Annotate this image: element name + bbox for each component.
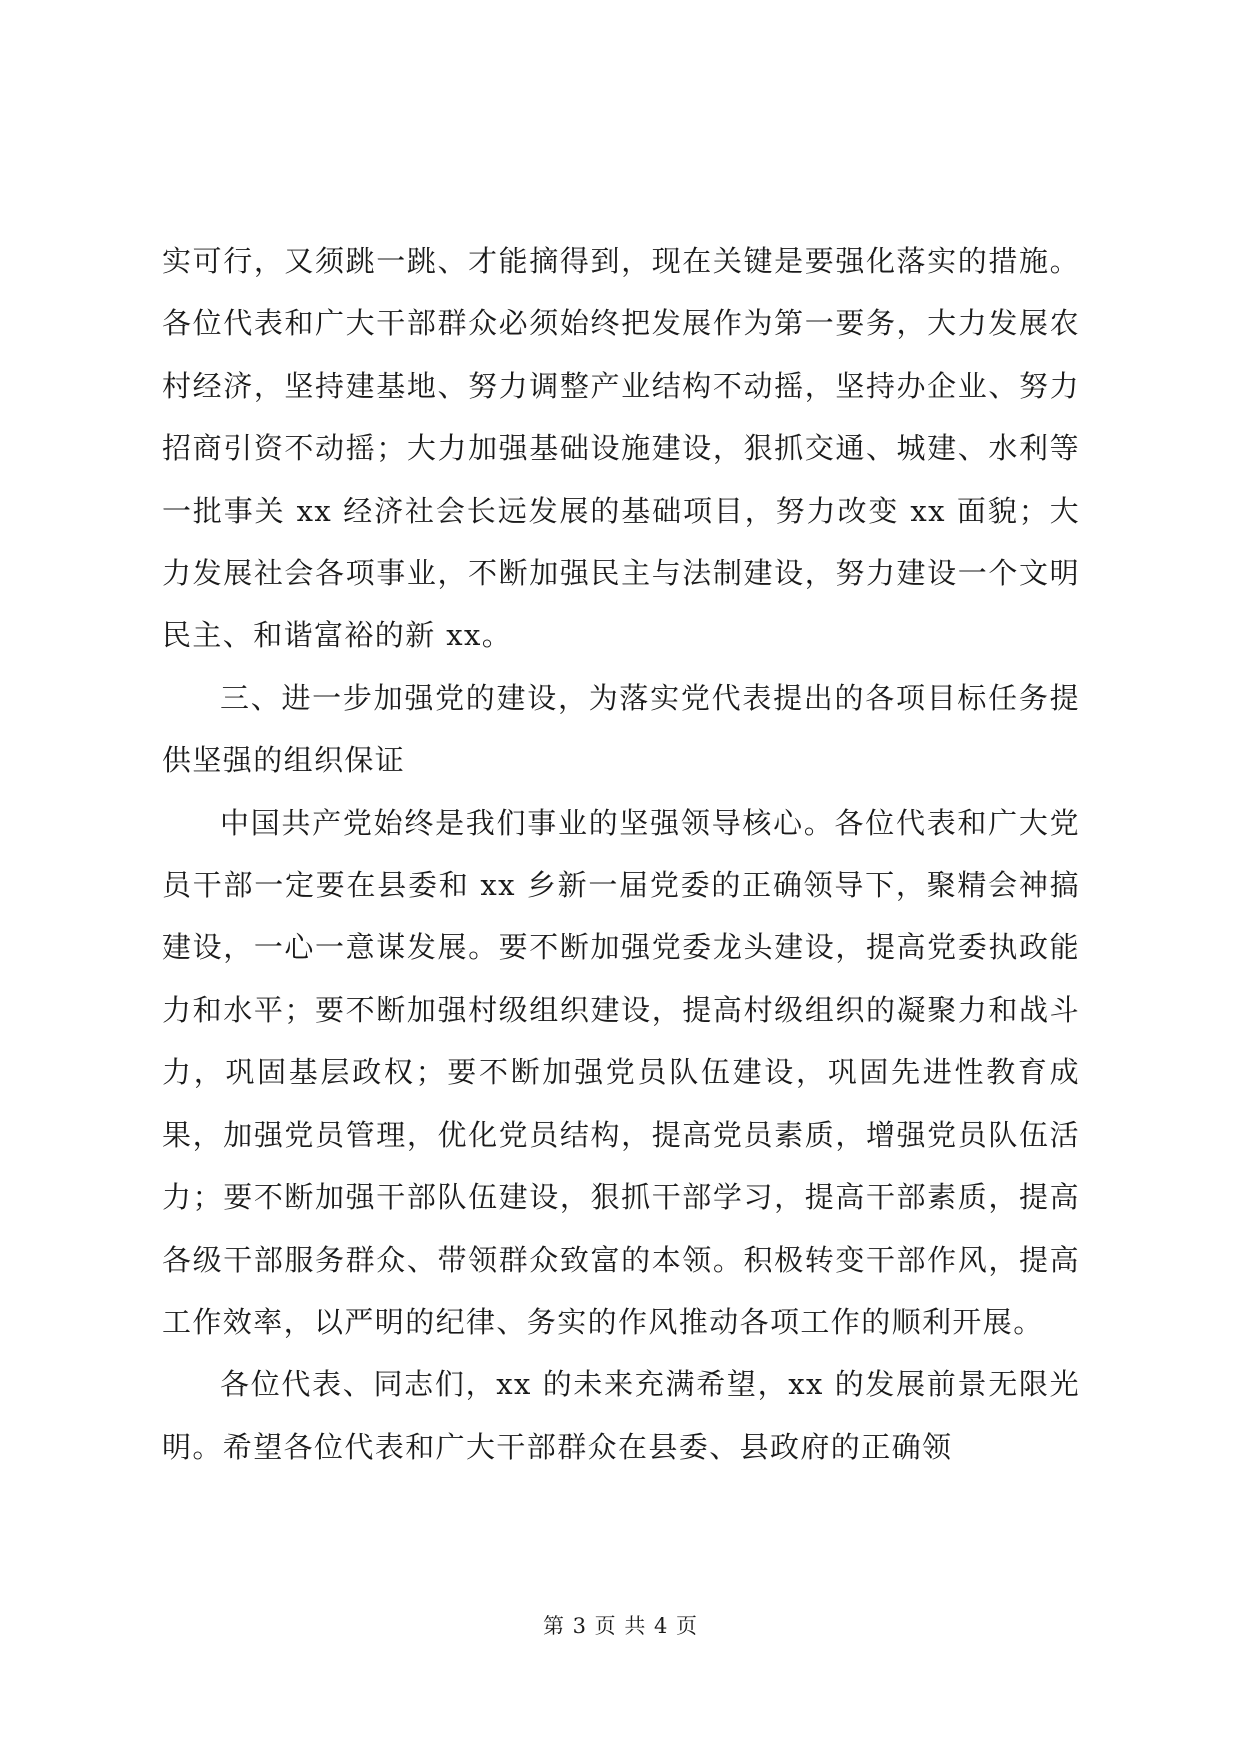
page-footer: 第 3 页 共 4 页 xyxy=(542,1614,699,1638)
section-heading: 三、进一步加强党的建设，为落实党代表提出的各项目标任务提供坚强的组织保证 xyxy=(162,680,1080,778)
paragraph-continuation: 实可行，又须跳一跳、才能摘得到，现在关键是要强化落实的措施。各位代表和广大干部群众必须始终把发展作为第一要务，大力发展农村经济，坚持建基地、努力调整产业结构不动摇，坚持办企业、努力招商引资不动摇；大力加强基础设施建设，狠抓交通、城建、水利等一批事关 xx 经济社会长远发展的基础项目，努力改变 xx 面貌；大力发展社会各项事业，不断加强民主与法制建设，努力建设一个文明民主、和谐富裕的新 xx。 xyxy=(162,244,1080,653)
paragraph: 各位代表、同志们，xx 的未来充满希望，xx 的发展前景无限光明。希望各位代表和广大干部群众在县委、县政府的正确领 xyxy=(162,1367,1080,1464)
document-body xyxy=(162,230,1080,1478)
paragraph: 中国共产党始终是我们事业的坚强领导核心。各位代表和广大党员干部一定要在县委和 xx 乡新一届党委的正确领导下，聚精会神搞建设，一心一意谋发展。要不断加强党委龙头建设，提高党委执政能力和水平；要不断加强村级组织建设，提高村级组织的凝聚力和战斗力，巩固基层政权；要不断加强党员队伍建设，巩固先进性教育成果，加强党员管理，优化党员结构，提高党员素质，增强党员队伍活力；要不断加强干部队伍建设，狠抓干部学习，提高干部素质，提高各级干部服务群众、带领群众致富的本领。积极转变干部作风，提高工作效率，以严明的纪律、务实的作风推动各项工作的顺利开展。 xyxy=(162,805,1080,1339)
